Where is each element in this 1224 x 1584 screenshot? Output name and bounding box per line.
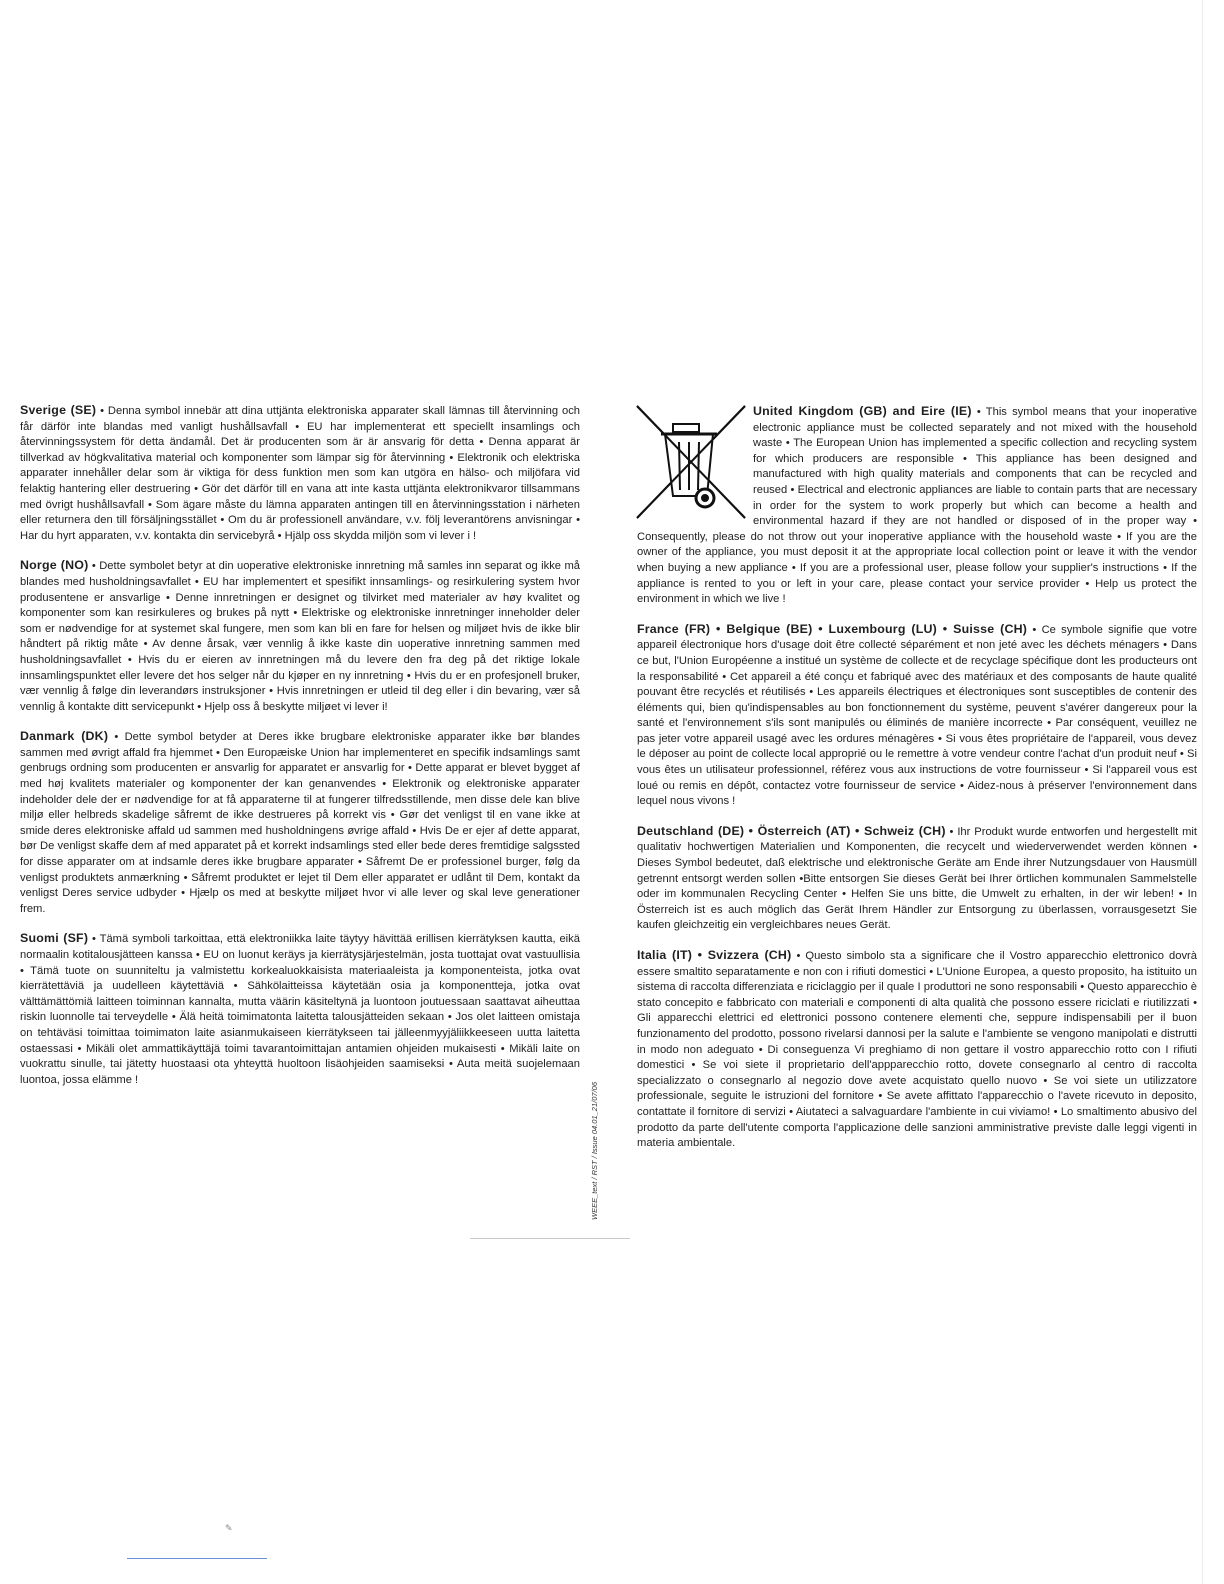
scan-speck: ✎ <box>225 1523 233 1533</box>
section-body: • Dette symbolet betyr at din uoperative elektroniske innretning må samles inn separat og ikke må blandes med husholdningsavfallet • EU har implementert et spesifikt innsamlings- og resirkulering system hvor produsentene er ansvarlige • Denne innretningen er designet og tilvirket med materialer av høy kvalitet og komponenter som kan resirkuleres og brukes på nytt • Elektriske og elektroniske innretninger inneholder deler som er nødvendige for at systemet skal fungere, men som kan bli en fare for helsen og miljøet hvis de ikke blir håndtert på riktig måte • Av denne årsak, vær vennlig å ikke kaste din uoperative innretning sammen med husholdningsavfallet • Hvis du er eieren av innretningen må du levere den fra deg på det riktige lokale innsamlingspunktet eller levere det hos selger når du kjøper en ny innretning • Hvis du er en profesjonell bruker, vær vennlig å følge din leverandørs instruksjoner • Hvis innretningen er utleid til deg eller i din bevaring, vær så vennlig å kontakte ditt servicepunkt • Hjelp oss å beskytte miljøet vi lever i! <box>20 560 580 713</box>
section-body: • Denna symbol innebär att dina uttjänta elektroniska apparater skall lämnas till återvinning och får därför inte blandas med vanligt hushållsavfall • EU har implementerat ett speciellt insamlings och återvinningssystem för detta ändamål. Det är producenten som är är ansvarig för detta • Denna apparat är tillverkad av högkvalitativa material och komponenter som lämpar sig för återvinning • Elektronik och elektriska apparater innehåller delar som är viktiga för dess funktion men som kan utgöra en hälso- och miljöfara vid felaktig hantering eller destruering • Gör det därför till en vana att inte kasta uttjänta elektronikvaror tillsammans med övrigt hushållsavfall • Som ägare måste du lämna apparaten antingen till en återvinningsstation i närheten eller returnera den till försäljningsstället • Om du är professionell användare, v.v. följ leverantörens anvisningar • Har du hyrt apparaten, v.v. kontakta din servicebyrå • Hjälp oss skydda miljön som vi lever i ! <box>20 405 581 542</box>
section-body: • Ihr Produkt wurde entworfen und hergestellt mit qualitativ hochwertigen Materialien und Komponenten, die recycelt und wiederverwendet werden können • Dieses Symbol bedeutet, daß elektrische und elektronische Geräte am Ende ihrer Nutzungsdauer von Hausmüll getrennt entsorgt werden sollen •Bitte entsorgen Sie dieses Gerät bei Ihrer örtlichen kommunalen Sammelstelle oder im kommunalen Recycling Center • Helfen Sie uns bitte, die Umwelt zu erhalten, in der wir leben! • In Österreich ist es auch möglich das Gerät Ihrem Händler zur Entsorgung zu überlassen, vorrausgesetzt Sie kaufen gleichzeitig ein vergleichbares neues Gerät. <box>637 825 1197 932</box>
document-code: WEEE_text / RST / Issue 04.01_21/07/06 <box>590 1082 599 1220</box>
section-heading: Danmark (DK) <box>20 729 109 744</box>
section-body: • Questo simbolo sta a significare che il Vostro apparecchio elettronico dovrà essere smaltito separatamente e non con i rifiuti domestici • L'Unione Europea, a questo proposito, ha istituito un sistema di raccolta differenziata e riciclaggio per il quale I produttori ne sono responsabili • Questo apparecchio è stato concepito e fabbricato con materiali e componenti di alta qualità che possono essere riciclati e riutilizzati • Gli apparecchi elettrici ed elettronici possono contenere elementi che, seppure indispensabili per il buon funzionamento del prodotto, possono rivelarsi dannosi per la salute e l'ambiente se vengono manipolati e distrutti in modo non adeguato • Di conseguenza Vi preghiamo di non gettare il vostro apparecchio rotto con I rifiuti domestici • Se voi siete il proprietario dell'appparecchio rotto, dovete consegnarlo al centro di raccolta specializzato o consegnarlo al negozio dove avete acquistato quello nuovo • Se voi siete un utilizzatore professionale, seguite le istruzioni del fornitore • Se avete affittato l'apparecchio o l'avete ricevuto in deposito, contattate il fornitore di servizi • Aiutateci a salvaguardare l'ambiente in cui viviamo! • Lo smaltimento abusivo del prodotto da parte dell'utente comporta l'applicazione delle sanzioni amministrative previste dalle leggi vigenti in materia ambientale. <box>637 950 1197 1150</box>
section-deutschland <box>637 824 1197 934</box>
crossed-out-wheelie-bin-icon <box>635 404 747 520</box>
section-heading: Deutschland (DE) • Österreich (AT) • Schweiz (CH) <box>637 823 946 838</box>
section-heading: Norge (NO) <box>20 558 89 573</box>
section-body: • Dette symbol betyder at Deres ikke brugbare elektroniske apparater ikke bør blandes sammen med øvrigt affald fra hjemmet • Den Europæiske Union har implementeret en specifik indsamlings samt genbrugs ordning som producenten er ansvarlig for apparatet er ansvarlig for • Dette apparat er blevet bygget af med høj kvalitets materialer og komponenter der kan genanvendes • Elektronik og elektroniske apparater indeholder dele der er nødvendige for at få apparaterne til at fungerer tilfredsstillende, men disse dele kan blive miljø eller helbreds skadelige såfremt de ikke destrueres på korrekt vis • Gør det venligst til en vane ikke at smide deres elektroniske affald ud sammen med husholdningens øvrige affald • Hvis De er ejer af dette apparat, bør De venligst skaffe dem af med apparatet på et korrekt indsamlings sted eller bede deres fremtidige salgssted for disse apparater om at indsamle deres ikke brugbare apparater • Såfremt De er professionel burger, følg da venligst produktets anmærkning • Såfremt produktet er lejet til Dem eller apparatet er udlånt til Dem, kontakt da venligst Deres service udbyder • Hjælp os med at beskytte miljøet hvor vi alle lever og skal leve generationer frem. <box>20 731 580 915</box>
section-heading: France (FR) • Belgique (BE) • Luxembourg (LU) • Suisse (CH) <box>637 621 1028 636</box>
section-body: • This symbol means that your inoperative electronic appliance must be collected separately and not mixed with the household waste • The European Union has implemented a specific collection and recycling system for which producers are responsible • This appliance has been designed and manufactured with high quality materials and components that can be recycled and reused • Electrical and electronic appliances are liable to contain parts that are necessary in order for the system to work properly but which can become a health and environmental hazard if they are not handled or disposed of in the proper way • Consequently, please do not throw out your inoperative appliance with the household waste • If you are the owner of the appliance, you must deposit it at the appropriate local collection point or leave it with the vendor when buying a new appliance • If you are a professional user, please follow your supplier's instructions • If the appliance is rented to you or left in your care, please contact your service provider • Help us protect the environment in which we live ! <box>637 406 1197 606</box>
section-heading: Italia (IT) • Svizzera (CH) <box>637 948 792 962</box>
section-body: • Tämä symboli tarkoittaa, että elektroniikka laite täytyy hävittää erillisen kierrätyksen kautta, eikä normaalin kotitalousjätteen kanssa • EU on luonut keräys ja kierrätysjärjestelmän, josta tuottajat ovat vastuullisia • Tämä tuote on suunniteltu ja valmistettu korkealuokkaisista materiaaleista ja komponenteista, jotka ovat kierrätettäviä ja uudelleen käytettäviä • Sähkölaitteissa käytetään osia ja komponentteja, jotka ovat välttämättömiä laitteen toiminnan kannalta, mutta väärin käsiteltynä ja luontoon joutuessaan saattavat aiheuttaa riskin luonnolle tai terveydelle • Älä heitä toimimatonta laitetta talousjätteiden sekaan • Jos olet laitteen omistaja on tehtäväsi toimittaa toimimaton laite asianmukaiseen kierrätykseen tai jälleenmyyjäliikkeeseen uutta laitetta ostaessasi • Mikäli olet ammattikäyttäjä toimi tavarantoimittajan antamien ohjeiden mukaisesti • Mikäli laite on vuokrattu sinulle, tai jätetty huostaasi ota yhteyttä huoltoon lisäohjeiden saamiseksi • Auta meitä suojelemaan luontoa, jossa elämme ! <box>20 933 580 1086</box>
section-sverige <box>20 403 580 544</box>
section-italia <box>637 948 1197 1152</box>
section-heading: Sverige (SE) <box>20 403 97 417</box>
section-norge <box>20 558 580 715</box>
section-france <box>637 622 1197 810</box>
section-danmark <box>20 729 580 917</box>
section-suomi <box>20 931 580 1088</box>
section-heading: Suomi (SF) <box>20 931 89 946</box>
section-heading: United Kingdom (GB) and Eire (IE) <box>753 404 972 418</box>
left-column <box>20 403 580 1102</box>
scan-artifact-blue-line <box>127 1558 267 1559</box>
section-uk-eire <box>637 404 1197 608</box>
right-column <box>637 404 1197 1166</box>
section-body: • Ce symbole signifie que votre appareil électronique hors d'usage doit être collecté séparément et non jeté avec les déchets ménagers • Dans ce but, l'Union Européenne a institué un système de collecte et de recyclage spécifique dont les producteurs ont la responsabilité • Cet appareil a été conçu et fabriqué avec des matériaux et des composants de haute qualité pouvant être recyclés et réutilisés • Les appareils électriques et électroniques sont susceptibles de contenir des éléments qui, bien qu'indispensables au bon fonctionnement du système, peuvent s'avérer dangereux pour la santé et l'environnement s'ils sont manipulés ou éliminés de manière incorrecte • Par conséquent, veuillez ne pas jeter votre appareil usagé avec les ordures ménagères • Si vous êtes propriétaire de l'appareil, vous devez le déposer au point de collecte local approprié ou le remettre à votre vendeur contre l'achat d'un produit neuf • Si vous êtes un utilisateur professionnel, référez vous aux instructions de votre fournisseur • Si l'appareil vous est loué ou remis en dépôt, contactez votre fournisseur de service • Aidez-nous à préserver l'environnement dans lequel nous vivons ! <box>637 623 1198 808</box>
page-edge <box>1202 0 1203 1584</box>
scan-artifact-line <box>470 1238 630 1239</box>
